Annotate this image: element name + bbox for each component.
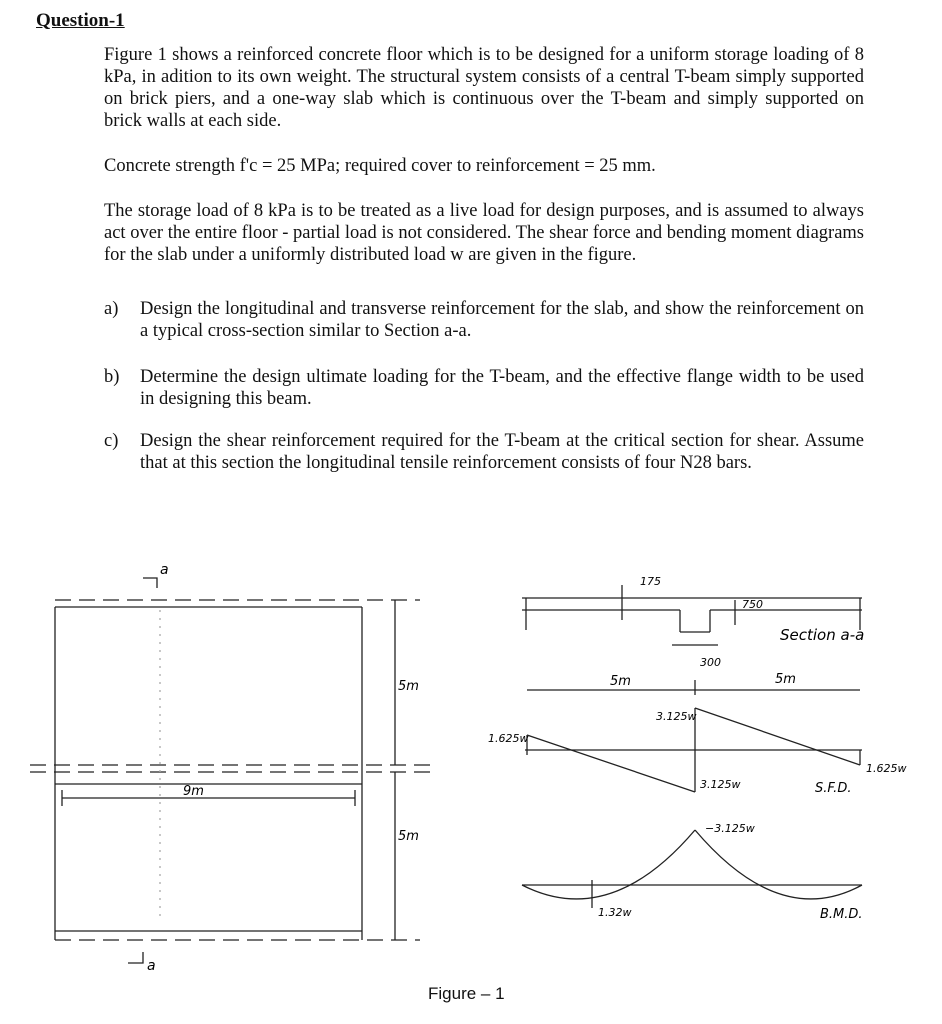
section-cut-bottom-arrow [128,952,143,963]
dim-beam-width-label: 300 [700,656,721,669]
sfd-mid-top-label: 3.125w [656,710,697,723]
bmd-label: B.M.D. [820,907,863,922]
plan-span-bottom-label: 5m [398,829,419,844]
floor-plan [30,578,430,963]
section-span-left-label: 5m [610,674,631,689]
sfd-left-span [527,735,695,792]
dim-slab-label: 175 [640,575,661,588]
bmd-right-curve [695,830,862,899]
sfd-label: S.F.D. [815,781,852,796]
section-mark-bottom: a [147,958,156,974]
task-b-text: Determine the design ultimate loading for the T-beam, and the effective flange width to be used in designing this beam. [140,367,864,409]
sfd-mid-bottom-label: 3.125w [700,778,741,791]
task-a-label: a) [104,299,119,319]
figure-1 [0,540,942,980]
sfd-left-end-label: 1.625w [488,732,529,745]
sfd-right-span [695,708,860,765]
plan-span-top-label: 5m [398,679,419,694]
section-title: Section a-a [780,626,865,644]
task-c-text: Design the shear reinforcement required for the T-beam at the critical section for shear. Assume that at this section the longitudinal tensile reinforcement consists of four N28 bars. [140,431,864,473]
section-cut-top-arrow [143,578,157,588]
storage-load-paragraph: The storage load of 8 kPa is to be treated as a live load for design purposes, and is assumed to always act over the entire floor - partial load is not considered. The shear force and bending moment diagrams for the slab under a uniformly distributed load w are given in the figure. [104,201,864,265]
task-c-label: c) [104,431,119,451]
section-mark-top: a [160,562,169,578]
task-a-text: Design the longitudinal and transverse reinforcement for the slab, and show the reinforcement on a typical cross-section similar to Section a-a. [140,299,864,341]
bmd-span-moment-label: 1.32w [598,906,632,919]
section-span-right-label: 5m [775,672,796,687]
bmd-left-curve [522,830,695,899]
task-b-label: b) [104,367,120,387]
figure-caption: Figure – 1 [428,984,505,1003]
question-heading: Question-1 [36,10,125,31]
intro-paragraph: Figure 1 shows a reinforced concrete floor which is to be designed for a uniform storage loading of 8 kPa, in adition to its own weight. The structural system consists of a central T-beam simply supported on brick piers, and a one-way slab which is continuous over the T-beam and simply supported on brick walls at each side. [104,45,864,131]
bmd-support-moment-label: −3.125w [705,822,755,835]
concrete-paragraph: Concrete strength f'c = 25 MPa; required cover to reinforcement = 25 mm. [104,156,656,176]
plan-width-label: 9m [183,784,204,799]
bending-moment-diagram [522,830,862,908]
sfd-right-end-label: 1.625w [866,762,907,775]
dim-beam-depth-label: 750 [742,598,763,611]
